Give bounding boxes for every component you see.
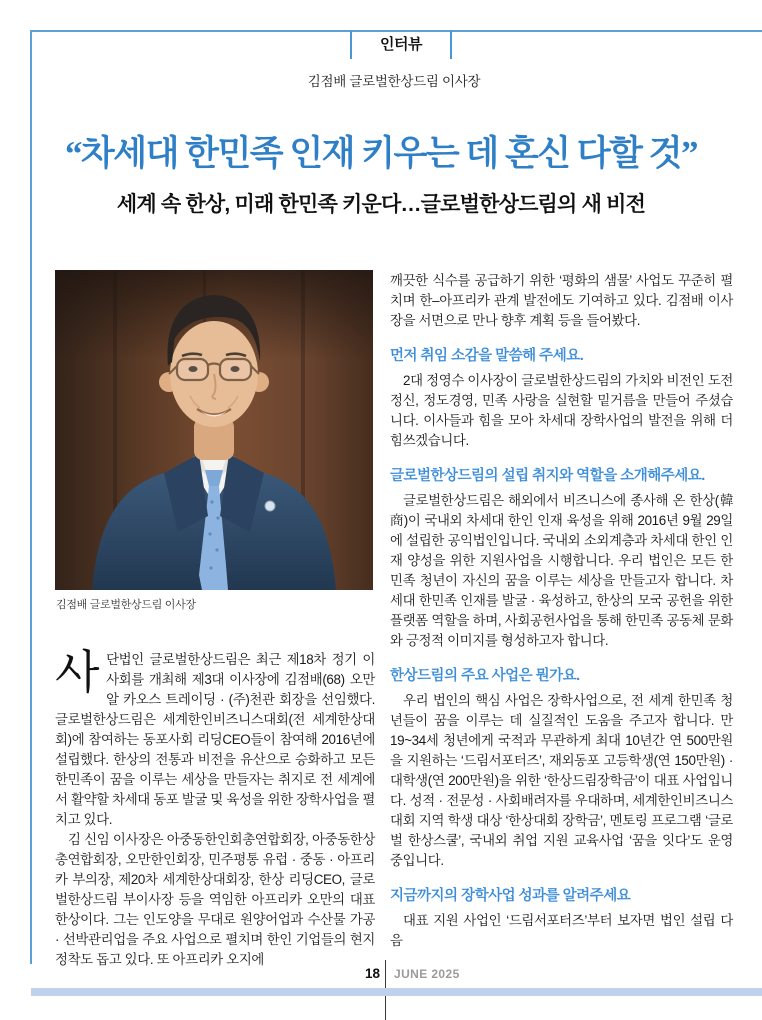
intro-paragraph-3: 깨끗한 식수를 공급하기 위한 ‘평화의 샘물’ 사업도 꾸준히 펼치며 한–아프리카 관계 발전에도 기여하고 있다. 김점배 이사장을 서면으로 만나 향후 계획 등을 들어봤다. <box>390 273 733 328</box>
lapel-pin <box>265 501 275 511</box>
qa-answer: 글로벌한상드림은 해외에서 비즈니스에 종사해 온 한상(韓商)이 국내외 차세대 한인 인재 육성을 위해 2016년 9월 29일에 설립한 공익법인입니다. 국내외 소외계층과 차세대 한인 인재 양성을 위한 지원사업을 시행합니다. 우리 법인은 모든 한민족 청년이 자신의 꿈을 이루는 세상을 만들고자 합니다. 차세대 한민족 인재를 발굴 · 육성하고, 한상의 모국 공헌을 위한 플랫폼 역할을 하며, 사회공헌사업을 통해 한민족 공동체 문화와 긍정적 이미지를 형성하고자 합니다. <box>390 493 733 648</box>
qa-question: 한상드림의 주요 사업은 뭔가요. <box>390 668 580 684</box>
qa-question: 먼저 취임 소감을 말씀해 주세요. <box>390 348 584 364</box>
qa-question: 글로벌한상드림의 설립 취지와 역할을 소개해주세요. <box>390 468 705 484</box>
page-number: 18 <box>364 966 380 981</box>
column-left <box>55 646 375 970</box>
headline: “차세대 한민족 인재 키우는 데 혼신 다할 것” <box>64 134 698 173</box>
photo-caption: 김점배 글로벌한상드림 이사장 <box>56 599 196 611</box>
portrait-photo <box>55 270 373 590</box>
lead-paragraph <box>55 646 375 830</box>
issue-label: JUNE 2025 <box>394 967 460 981</box>
subheadline: 세계 속 한상, 미래 한민족 키운다…글로벌한상드림의 새 비전 <box>116 193 646 216</box>
portrait-illustration <box>55 270 373 590</box>
bottom-accent-bar <box>31 988 762 996</box>
qa-answer: 대표 지원 사업인 ‘드림서포터즈’부터 보자면 법인 설립 다음 <box>390 913 733 948</box>
qa-answer: 2대 정영수 이사장이 글로벌한상드림의 가치와 비전인 도전정신, 정도경영, 민족 사랑을 실현할 밑거름을 만들어 주셨습니다. 이사들과 힘을 모아 차세대 장학사업의 발전을 위해 더 힘쓰겠습니다. <box>390 373 733 448</box>
dropcap: 사 <box>55 646 100 698</box>
column-right <box>390 271 733 951</box>
qa-answer: 우리 법인의 핵심 사업은 장학사업으로, 전 세계 한민족 청년들이 꿈을 이루는 데 실질적인 도움을 주고자 합니다. 만 19~34세 청년에게 국적과 무관하게 최대 10년간 연 500만원을 지원하는 ‘드림서포터즈’, 재외동포 고등학생(연 150만원) · 대학생(연 200만원)을 위한 ‘한상드림장학금’이 대표 사업입니다. 성적 · 전문성 · 사회배려자를 우대하며, 세계한인비즈니스대회 지역 학생 대상 ‘한상대회 장학금’, 멘토링 프로그램 ‘글로벌 한상스쿨’, 국내외 취업 지원 교육사업 ‘꿈을 잇다’도 운영 중입니다. <box>390 693 733 868</box>
intro-paragraph-2: 김 신임 이사장은 아중동한인회총연합회장, 아중동한상총연합회장, 오만한인회장, 민주평통 유럽 · 중동 · 아프리카 부의장, 제20차 세계한상대회장, 한상 리딩CEO, 글로벌한상드림 부이사장 등을 역임한 아프리카 오만의 대표 한상이다. 그는 인도양을 무대로 원양어업과 수산물 가공 · 선박관리업을 주요 사업으로 펼치며 한인 기업들의 현지 정착도 돕고 있다. 또 아프리카 오지에 <box>55 832 375 967</box>
section-tag <box>350 31 452 59</box>
qa-question: 지금까지의 장학사업 성과를 알려주세요 <box>390 888 631 904</box>
lead-text: 단법인 글로벌한상드림은 최근 제18차 정기 이사회를 개최해 제3대 이사장에 김점배(68) 오만 알 카오스 트레이딩 · (주)천관 회장을 선임했다. 글로벌한상드림은 세계한인비즈니스대회(전 세계한상대회)에 참여하는 동포사회 리딩CEO들이 참여해 2016년에 설립했다. 한상의 전통과 비전을 유산으로 승화하고 모든 한민족이 꿈을 이루는 세상을 만들자는 취지로 전 세계에서 활약할 차세대 동포 발굴 및 육성을 위한 장학사업을 펼치고 있다. <box>55 652 375 827</box>
byline: 김점배 글로벌한상드림 이사장 <box>307 74 481 89</box>
section-tag-label: 인터뷰 <box>380 36 422 53</box>
